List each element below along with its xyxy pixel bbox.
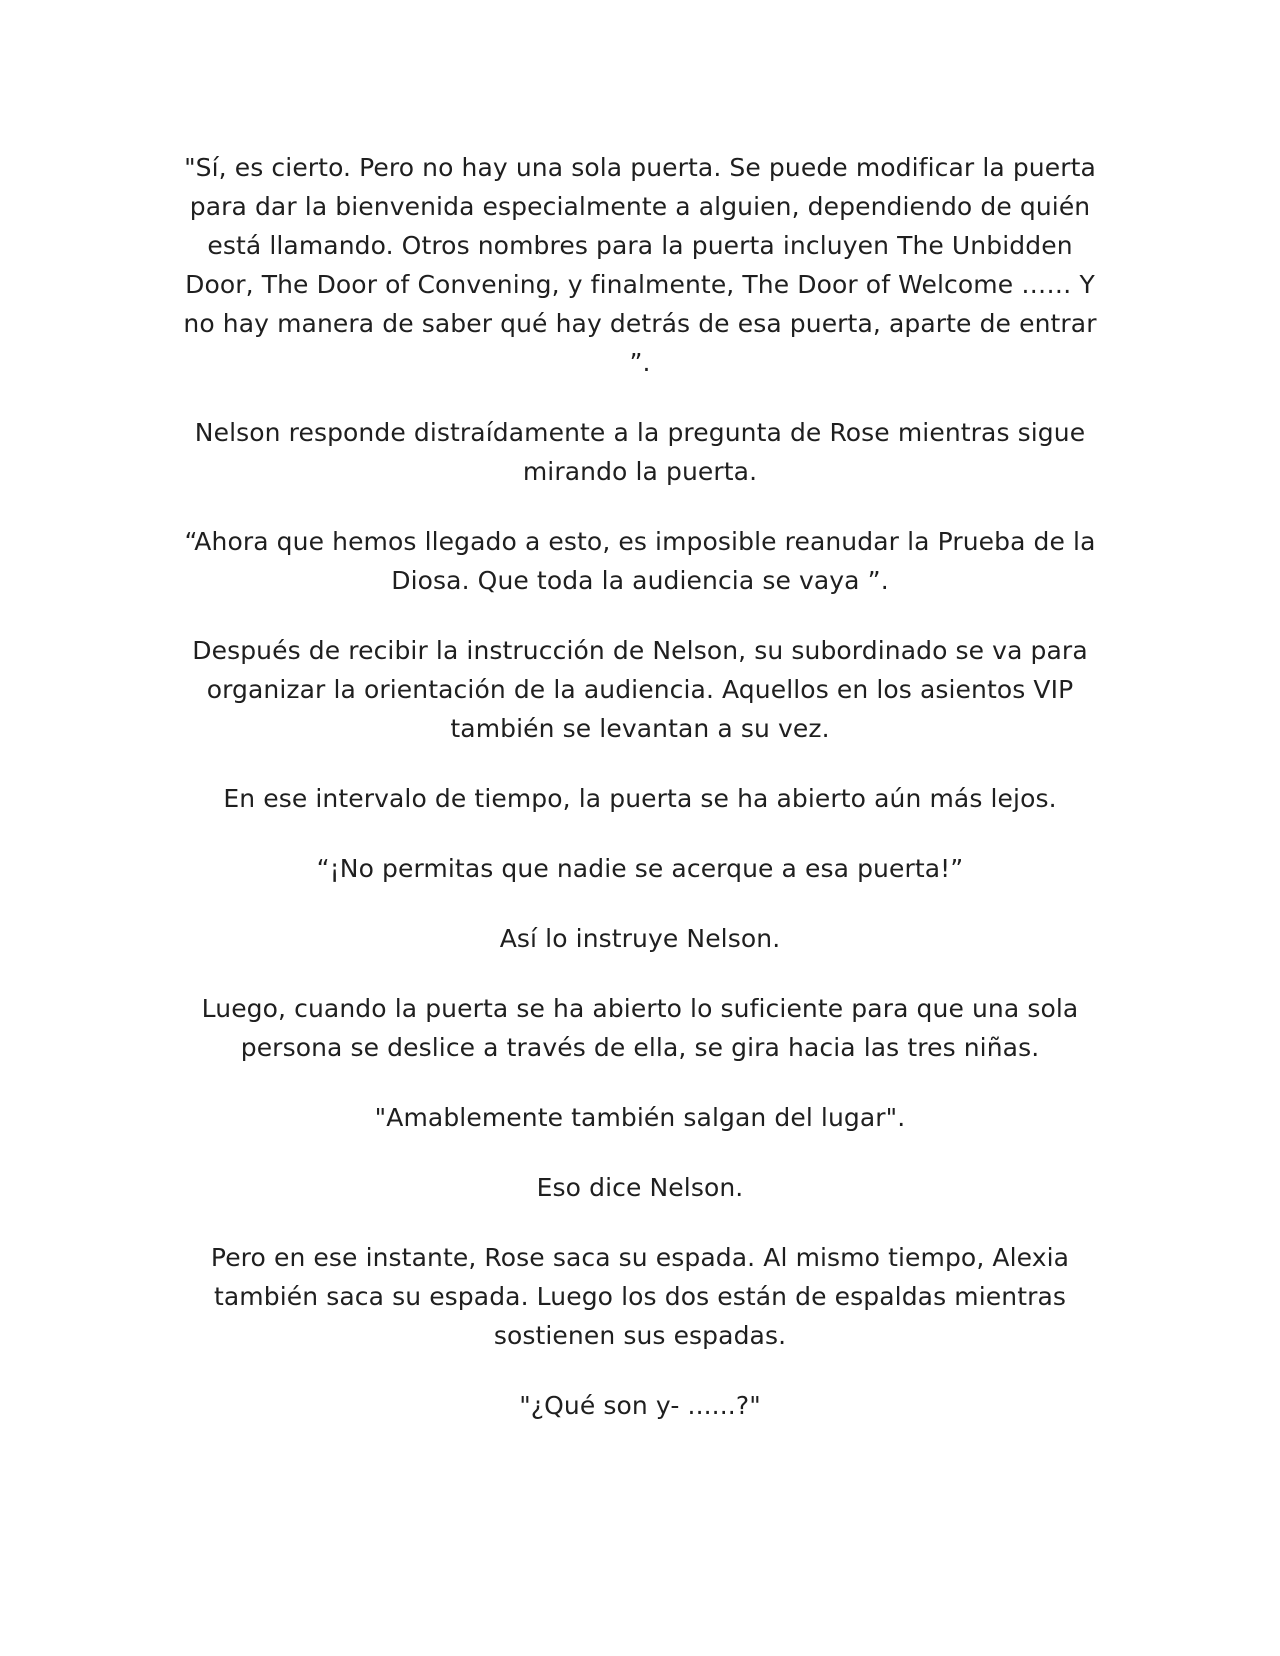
paragraph-1: "Sí, es cierto. Pero no hay una sola puerta. Se puede modificar la puerta para dar la bienvenida especialmente a alguien, dependiendo de quién está llamando. Otros nombres para la puerta incluyen The Unbidden Door, The Door of Convening, y finalmente, The Door of Welcome …… Y no hay manera de saber qué hay detrás de esa puerta, aparte de entrar ”. (183, 153, 1097, 377)
paragraph-6: “¡No permitas que nadie se acerque a esa puerta!” (316, 854, 964, 883)
paragraph-4: Después de recibir la instrucción de Nelson, su subordinado se va para organizar la orientación de la audiencia. Aquellos en los asientos VIP también se levantan a su vez. (192, 636, 1088, 743)
paragraph-10: Eso dice Nelson. (536, 1173, 744, 1202)
paragraph-5: En ese intervalo de tiempo, la puerta se ha abierto aún más lejos. (223, 784, 1057, 813)
paragraph-9: "Amablemente también salgan del lugar". (374, 1103, 906, 1132)
paragraph-2: Nelson responde distraídamente a la pregunta de Rose mientras sigue mirando la puerta. (194, 418, 1086, 486)
paragraph-3: “Ahora que hemos llegado a esto, es imposible reanudar la Prueba de la Diosa. Que toda la audiencia se vaya ”. (184, 527, 1096, 595)
paragraph-7: Así lo instruye Nelson. (499, 924, 781, 953)
paragraph-8: Luego, cuando la puerta se ha abierto lo suficiente para que una sola persona se deslice a través de ella, se gira hacia las tres niñas. (201, 994, 1079, 1062)
document-body (170, 148, 1110, 1425)
paragraph-12: "¿Qué son y- ......?" (519, 1391, 761, 1420)
paragraph-11: Pero en ese instante, Rose saca su espada. Al mismo tiempo, Alexia también saca su espada. Luego los dos están de espaldas mientras sostienen sus espadas. (210, 1243, 1070, 1350)
